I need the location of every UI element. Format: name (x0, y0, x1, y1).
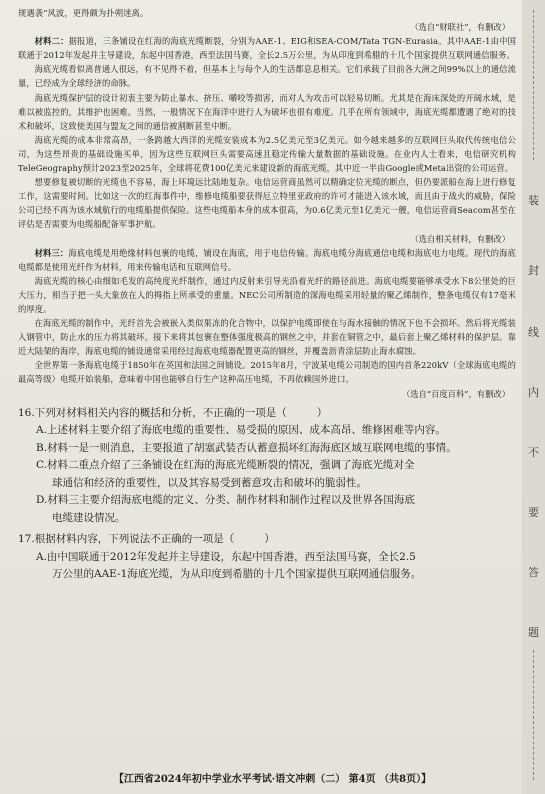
paragraph: 全世界第一条海底电缆于1850年在英国和法国之间铺设。2015年8月，宁波某电缆公司制造的国内首条220kV（全球海底电缆的最高等级）电缆开始装船，意味着中国也能够自行生产这种高压电缆，不再依赖国外进口。 (18, 360, 516, 385)
option-letter: A. (36, 550, 47, 563)
margin-char: 内 (528, 386, 539, 399)
option-a (36, 422, 516, 440)
option-text: 材料三主要介绍海底电缆的定义、分类、制作材料和制作过程以及世界各国海底 (47, 494, 415, 507)
option-c (36, 457, 516, 475)
paragraph-text: 据报道，三条铺设在红海的海底光缆断裂，分别为AAE-1、EIG和SEA-COM/Tata TGN-Eurasia。其中AAE-1由中国联通于2012年发起并主导建设，东起中国香港，西至法国马赛，全长2.5万公里，为从印度到希腊的十几个国家提供互联网通信服务。 (18, 36, 516, 61)
question-text: 根据材料内容，下列说法不正确的一项是（ (34, 533, 235, 546)
paragraph-text: 海底电缆是用绝缘材料包裹的电缆，铺设在海底，用于电信传输。海底电缆分海底通信电缆和海底电力电缆。现代的海底电缆都是使用光纤作为材料，用来传输电话和互联网信号。 (18, 247, 516, 272)
question-text: 下列对材料相关内容的概括和分析，不正确的一项是（ (34, 406, 287, 419)
question-number: 16. (18, 406, 35, 419)
question-paren-close: ） (316, 406, 328, 419)
question-17 (18, 531, 516, 584)
binding-dashed-line (533, 650, 534, 780)
option-letter: A. (36, 424, 47, 437)
option-a-continued: 万公里的AAE-1海底光缆，为从印度到希腊的十几个国家提供互联网通信服务。 (52, 568, 422, 581)
option-letter: D. (36, 494, 48, 507)
option-c-continued: 球通信和经济的重要性，以及其容易受到蓄意攻击和破坏的脆弱性。 (52, 476, 367, 489)
source-note: （选自“财联社”，有删改） (410, 22, 510, 33)
binding-margin (522, 0, 545, 794)
paragraph: 海底光缆看似离普通人很远，有不见得不着，但基本上与每个人的生活都息息相关。它们承载了目前各大洲之间99%以上的通信流量，已经成为全球经济的命脉。 (18, 64, 516, 89)
paragraph: 海底光缆的核心由细如毛发的高纯度光纤制作，通过内反射来引导光沿着光纤的路径前进。海底电缆要能够承受水下8公里处的巨大压力，相当于把一头大象放在人的拇指上所承受的重量。NEC公司所制造的深海电缆采用轻量的聚乙烯制作，整条电缆仅有17毫米的厚度。 (18, 275, 516, 314)
option-d (36, 492, 516, 510)
material-label: 材料二： (34, 36, 69, 47)
paragraph (18, 246, 516, 274)
option-text: 上述材料主要介绍了海底电缆的重要性、易受损的原因、成本高昂、维修困难等内容。 (46, 424, 446, 437)
option-text: 材料一是一则消息，主要报道了胡塞武装否认蓄意损坏红海海底区域互联网电缆的事情。 (47, 441, 457, 454)
question-stem (18, 405, 516, 423)
option-text: 由中国联通于2012年发起并主导建设，东起中国香港，西至法国马赛，全长2.5 (46, 550, 416, 563)
question-16 (18, 405, 516, 528)
material-label: 材料三： (34, 247, 69, 258)
margin-char: 题 (528, 626, 539, 639)
margin-char: 答 (528, 566, 539, 579)
paragraph (18, 34, 516, 62)
reading-material (18, 6, 516, 584)
source-note: （选自“百度百科”，有删改） (401, 388, 510, 399)
option-b (36, 440, 516, 458)
binding-dashed-line (533, 10, 534, 160)
paragraph: 海底光缆保护层的设计初衷主要为防止暴水、挤压、嚼咬等损害，而对人为攻击可以轻易切断。尤其是在海床深处的开阔水域，是难以被监控的，其维护也困难。当然，一般情况下在海洋中进行人为破坏也很有难度。几乎在所有领域中，海底光缆都遭遇了绝对的技术和破坏，这致使美国与盟友之间的通信被割断甚至中断。 (18, 92, 516, 131)
margin-char: 不 (528, 446, 539, 459)
option-letter: B. (36, 441, 48, 454)
margin-char: 线 (528, 326, 539, 339)
option-d-continued: 电缆建设情况。 (52, 511, 126, 524)
margin-char: 装 (528, 194, 539, 207)
paragraph: 海底光缆的成本非常高昂，一条跨越大西洋的光缆安装成本为2.5亿美元至3亿美元。如今越来越多的互联网巨头取代传统电信公司，为这些昂贵的基础设施买单，因为这些互联网巨头需要高速且稳定传输大量数据的基础设施。在业内人士看来，电信研究机构TeleGeography预计2023至2025年，全球将花费100亿美元来建设新的海底光缆，其中近一半由Google或Meta出资的公司运营。 (18, 134, 516, 174)
page-footer: 【江西省2024年初中学业水平考试·语文冲刺（二） 第4页 （共8页）】 (113, 774, 432, 785)
margin-char: 封 (528, 264, 539, 277)
question-paren-close: ） (264, 533, 275, 546)
paragraph: 规遇袭”风波，更得颇为扑朔迷离。 (18, 8, 149, 18)
source-note: （选自相关材料，有删改） (410, 233, 510, 244)
paragraph: 在海底光缆的制作中，光纤首先会被嵌入类似果冻的化合物中，以保护电缆即使在与海水接触的情况下也不会损坏。然后将光缆装入钢管中，防止水的压力将其破坏。接下来将其包裹在整体强度极高的钢丝之中，并套在铜管之中，最后套上聚乙烯材料的保护层。靠近大陆架的海岸，海底电缆的铺设通常采用经过海底电缆器配置更高的钢丝，并覆盖沥青涂层防止海水腐蚀。 (18, 318, 516, 357)
option-text: 材料二重点介绍了三条铺设在红海的海底光缆断裂的情况，强调了海底光缆对全 (47, 459, 415, 472)
option-a (36, 549, 516, 567)
paragraph: 想要修复被切断的光缆也不容易，海上环境远比陆地复杂。电信运营商虽然可以精确定位光缆的断点，但仍要派船在海上进行修复工作，这需要时间。比如这一次的红海事件中，维修电缆船要获得厄立特里亚政府的许可才能进入该水域，而且由于战火的威胁，保险公司已经不再为该水域航行的电缆船提供保险。这些电缆船本身的成本很高，为0.6亿美元至1亿美元一艘，电信运营商Seacom甚至在评估是否需要为电缆船配备军事护航。 (18, 177, 516, 230)
question-number: 17. (18, 533, 35, 546)
option-letter: C. (36, 459, 47, 472)
question-stem (18, 531, 516, 549)
margin-char: 要 (528, 506, 539, 519)
